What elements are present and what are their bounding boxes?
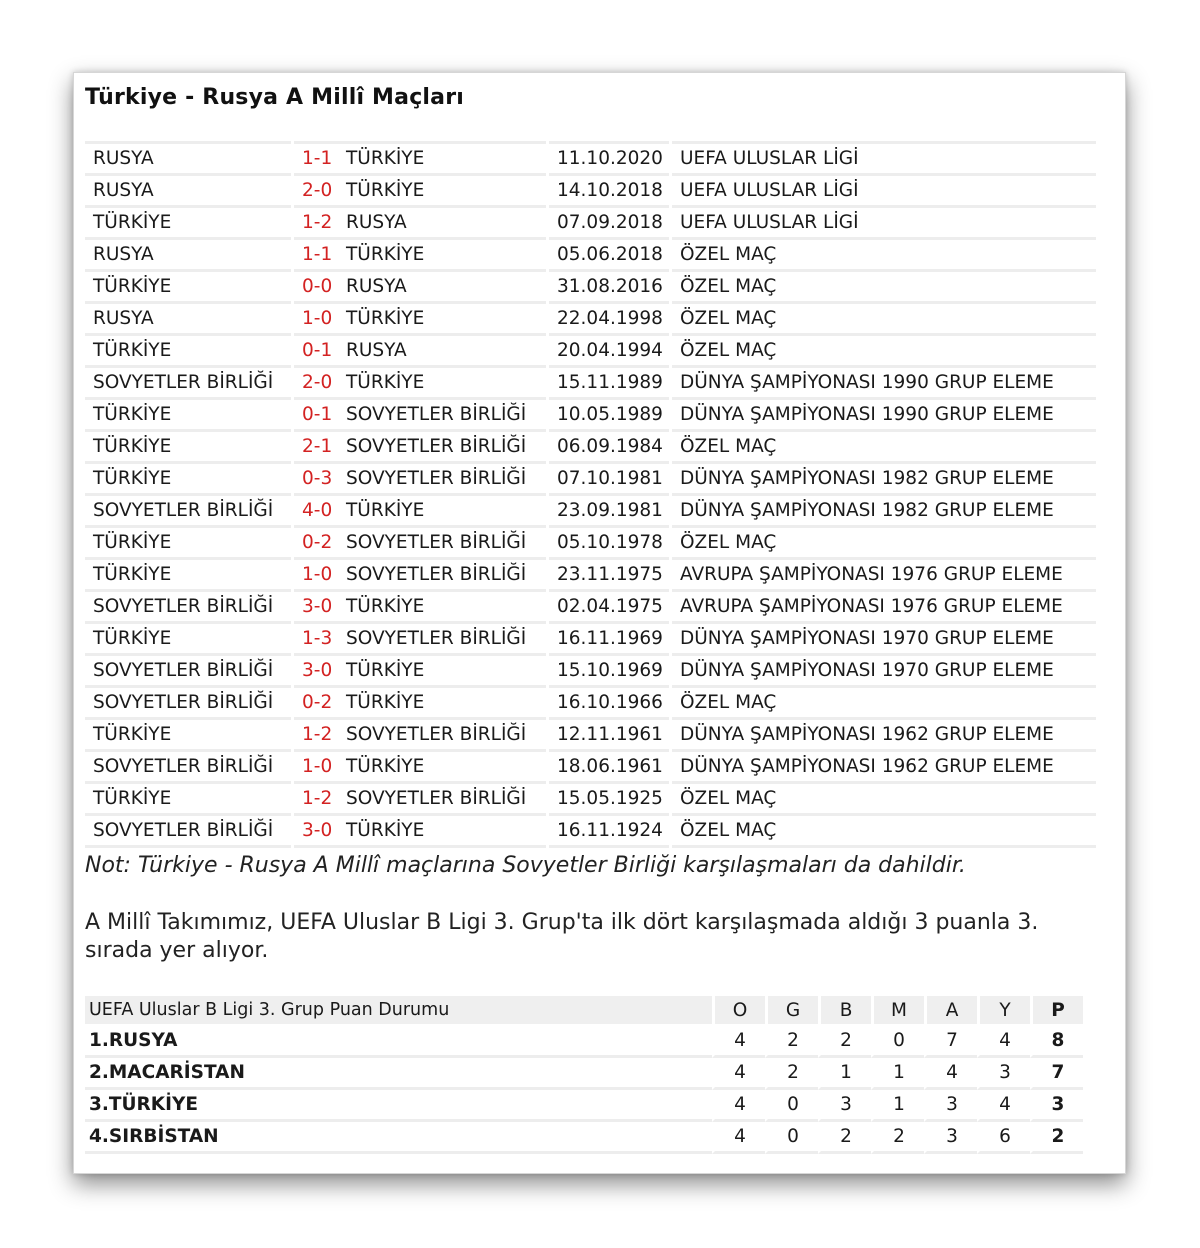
date-cell: 23.09.1981	[549, 493, 669, 525]
date-cell: 20.04.1994	[549, 333, 669, 365]
away-team-cell: SOVYETLER BİRLİĞİ	[338, 525, 546, 557]
score-cell: 0-1	[294, 333, 338, 365]
away-team-cell: TÜRKİYE	[338, 237, 546, 269]
points-cell: 3	[1030, 1090, 1083, 1122]
stat-cell: 2	[818, 1122, 871, 1154]
date-cell: 05.06.2018	[549, 237, 669, 269]
away-team-cell: RUSYA	[338, 205, 546, 237]
standings-table	[85, 996, 1083, 1154]
away-team-cell: TÜRKİYE	[338, 653, 546, 685]
date-cell: 22.04.1998	[549, 301, 669, 333]
score-cell: 1-2	[294, 205, 338, 237]
score-cell: 0-1	[294, 397, 338, 429]
home-team-cell: RUSYA	[85, 301, 291, 333]
points-cell: 2	[1030, 1122, 1083, 1154]
note-text: Not: Türkiye - Rusya A Millî maçlarına Sovyetler Birliği karşılaşmaları da dahildir.	[85, 853, 966, 878]
article-card	[73, 72, 1126, 1174]
away-team-cell: RUSYA	[338, 269, 546, 301]
home-team-cell: RUSYA	[85, 173, 291, 205]
date-cell: 02.04.1975	[549, 589, 669, 621]
away-team-cell: TÜRKİYE	[338, 141, 546, 173]
score-cell: 2-0	[294, 365, 338, 397]
stat-cell: 0	[765, 1090, 818, 1122]
competition-cell: AVRUPA ŞAMPİYONASI 1976 GRUP ELEME	[672, 557, 1096, 589]
column-header: B	[818, 996, 871, 1026]
table-row	[85, 397, 1096, 429]
column-header: Y	[977, 996, 1030, 1026]
home-team-cell: SOVYETLER BİRLİĞİ	[85, 749, 291, 781]
stat-cell: 0	[871, 1026, 924, 1058]
away-team-cell: TÜRKİYE	[338, 589, 546, 621]
away-team-cell: SOVYETLER BİRLİĞİ	[338, 717, 546, 749]
score-cell: 1-1	[294, 237, 338, 269]
stat-cell: 4	[977, 1026, 1030, 1058]
away-team-cell: SOVYETLER BİRLİĞİ	[338, 557, 546, 589]
home-team-cell: SOVYETLER BİRLİĞİ	[85, 589, 291, 621]
table-row	[85, 205, 1096, 237]
home-team-cell: TÜRKİYE	[85, 397, 291, 429]
competition-cell: DÜNYA ŞAMPİYONASI 1982 GRUP ELEME	[672, 461, 1096, 493]
stat-cell: 3	[924, 1122, 977, 1154]
table-row	[85, 717, 1096, 749]
stat-cell: 0	[765, 1122, 818, 1154]
table-row	[85, 557, 1096, 589]
stat-cell: 6	[977, 1122, 1030, 1154]
date-cell: 31.08.2016	[549, 269, 669, 301]
score-cell: 1-0	[294, 557, 338, 589]
competition-cell: ÖZEL MAÇ	[672, 269, 1096, 301]
score-cell: 4-0	[294, 493, 338, 525]
away-team-cell: TÜRKİYE	[338, 173, 546, 205]
date-cell: 16.10.1966	[549, 685, 669, 717]
competition-cell: DÜNYA ŞAMPİYONASI 1990 GRUP ELEME	[672, 397, 1096, 429]
standings-row	[85, 1058, 1083, 1090]
score-cell: 1-2	[294, 781, 338, 813]
competition-cell: ÖZEL MAÇ	[672, 237, 1096, 269]
score-cell: 0-2	[294, 525, 338, 557]
points-cell: 7	[1030, 1058, 1083, 1090]
date-cell: 07.10.1981	[549, 461, 669, 493]
competition-cell: DÜNYA ŞAMPİYONASI 1982 GRUP ELEME	[672, 493, 1096, 525]
score-cell: 1-0	[294, 301, 338, 333]
away-team-cell: SOVYETLER BİRLİĞİ	[338, 397, 546, 429]
table-row	[85, 429, 1096, 461]
competition-cell: ÖZEL MAÇ	[672, 813, 1096, 848]
score-cell: 1-1	[294, 141, 338, 173]
home-team-cell: TÜRKİYE	[85, 525, 291, 557]
competition-cell: DÜNYA ŞAMPİYONASI 1970 GRUP ELEME	[672, 653, 1096, 685]
stat-cell: 1	[871, 1058, 924, 1090]
competition-cell: ÖZEL MAÇ	[672, 301, 1096, 333]
table-row	[85, 653, 1096, 685]
home-team-cell: SOVYETLER BİRLİĞİ	[85, 813, 291, 848]
table-row	[85, 301, 1096, 333]
date-cell: 23.11.1975	[549, 557, 669, 589]
home-team-cell: TÜRKİYE	[85, 557, 291, 589]
home-team-cell: SOVYETLER BİRLİĞİ	[85, 493, 291, 525]
date-cell: 18.06.1961	[549, 749, 669, 781]
stat-cell: 7	[924, 1026, 977, 1058]
stat-cell: 2	[765, 1026, 818, 1058]
competition-cell: ÖZEL MAÇ	[672, 685, 1096, 717]
table-row	[85, 621, 1096, 653]
stat-cell: 1	[871, 1090, 924, 1122]
home-team-cell: TÜRKİYE	[85, 621, 291, 653]
table-row	[85, 237, 1096, 269]
competition-cell: UEFA ULUSLAR LİGİ	[672, 173, 1096, 205]
column-header: P	[1030, 996, 1083, 1026]
home-team-cell: SOVYETLER BİRLİĞİ	[85, 365, 291, 397]
table-row	[85, 333, 1096, 365]
column-header: O	[712, 996, 765, 1026]
home-team-cell: SOVYETLER BİRLİĞİ	[85, 685, 291, 717]
table-row	[85, 781, 1096, 813]
table-row	[85, 365, 1096, 397]
home-team-cell: TÜRKİYE	[85, 781, 291, 813]
date-cell: 14.10.2018	[549, 173, 669, 205]
matches-table	[85, 141, 1096, 848]
away-team-cell: SOVYETLER BİRLİĞİ	[338, 461, 546, 493]
away-team-cell: TÜRKİYE	[338, 301, 546, 333]
competition-cell: DÜNYA ŞAMPİYONASI 1962 GRUP ELEME	[672, 749, 1096, 781]
summary-text: A Millî Takımımız, UEFA Uluslar B Ligi 3. Grup'ta ilk dört karşılaşmada aldığı 3 puanla 3. sırada yer alıyor.	[85, 910, 1039, 963]
column-header: M	[871, 996, 924, 1026]
stat-cell: 2	[765, 1058, 818, 1090]
stat-cell: 2	[818, 1026, 871, 1058]
away-team-cell: TÜRKİYE	[338, 813, 546, 848]
standings-row	[85, 1090, 1083, 1122]
date-cell: 15.05.1925	[549, 781, 669, 813]
table-row	[85, 589, 1096, 621]
table-row	[85, 813, 1096, 848]
competition-cell: AVRUPA ŞAMPİYONASI 1976 GRUP ELEME	[672, 589, 1096, 621]
table-row	[85, 173, 1096, 205]
home-team-cell: RUSYA	[85, 141, 291, 173]
competition-cell: DÜNYA ŞAMPİYONASI 1970 GRUP ELEME	[672, 621, 1096, 653]
team-name: 1.RUSYA	[85, 1026, 712, 1058]
page-title: Türkiye - Rusya A Millî Maçları	[85, 85, 465, 110]
home-team-cell: TÜRKİYE	[85, 333, 291, 365]
table-row	[85, 141, 1096, 173]
away-team-cell: SOVYETLER BİRLİĞİ	[338, 429, 546, 461]
stat-cell: 3	[977, 1058, 1030, 1090]
date-cell: 10.05.1989	[549, 397, 669, 429]
stat-cell: 4	[712, 1090, 765, 1122]
score-cell: 1-3	[294, 621, 338, 653]
column-header: A	[924, 996, 977, 1026]
score-cell: 0-3	[294, 461, 338, 493]
stat-cell: 4	[924, 1058, 977, 1090]
away-team-cell: TÜRKİYE	[338, 685, 546, 717]
score-cell: 0-2	[294, 685, 338, 717]
date-cell: 16.11.1924	[549, 813, 669, 848]
competition-cell: ÖZEL MAÇ	[672, 525, 1096, 557]
table-row	[85, 525, 1096, 557]
away-team-cell: RUSYA	[338, 333, 546, 365]
competition-cell: DÜNYA ŞAMPİYONASI 1962 GRUP ELEME	[672, 717, 1096, 749]
home-team-cell: SOVYETLER BİRLİĞİ	[85, 653, 291, 685]
home-team-cell: TÜRKİYE	[85, 205, 291, 237]
stat-cell: 3	[818, 1090, 871, 1122]
date-cell: 11.10.2020	[549, 141, 669, 173]
stat-cell: 3	[924, 1090, 977, 1122]
team-name: 4.SIRBİSTAN	[85, 1122, 712, 1154]
date-cell: 06.09.1984	[549, 429, 669, 461]
points-cell: 8	[1030, 1026, 1083, 1058]
date-cell: 15.11.1989	[549, 365, 669, 397]
away-team-cell: TÜRKİYE	[338, 365, 546, 397]
table-row	[85, 749, 1096, 781]
stat-cell: 4	[977, 1090, 1030, 1122]
score-cell: 1-0	[294, 749, 338, 781]
score-cell: 2-1	[294, 429, 338, 461]
score-cell: 3-0	[294, 813, 338, 848]
score-cell: 3-0	[294, 589, 338, 621]
stat-cell: 2	[871, 1122, 924, 1154]
date-cell: 07.09.2018	[549, 205, 669, 237]
standings-row	[85, 1122, 1083, 1154]
table-row	[85, 461, 1096, 493]
home-team-cell: TÜRKİYE	[85, 717, 291, 749]
competition-cell: ÖZEL MAÇ	[672, 429, 1096, 461]
stat-cell: 4	[712, 1122, 765, 1154]
table-row	[85, 685, 1096, 717]
competition-cell: DÜNYA ŞAMPİYONASI 1990 GRUP ELEME	[672, 365, 1096, 397]
score-cell: 2-0	[294, 173, 338, 205]
score-cell: 3-0	[294, 653, 338, 685]
stat-cell: 1	[818, 1058, 871, 1090]
standings-title: UEFA Uluslar B Ligi 3. Grup Puan Durumu	[85, 996, 712, 1026]
team-name: 2.MACARİSTAN	[85, 1058, 712, 1090]
away-team-cell: SOVYETLER BİRLİĞİ	[338, 781, 546, 813]
home-team-cell: TÜRKİYE	[85, 461, 291, 493]
competition-cell: UEFA ULUSLAR LİGİ	[672, 205, 1096, 237]
away-team-cell: SOVYETLER BİRLİĞİ	[338, 621, 546, 653]
competition-cell: ÖZEL MAÇ	[672, 781, 1096, 813]
home-team-cell: TÜRKİYE	[85, 269, 291, 301]
column-header: G	[765, 996, 818, 1026]
competition-cell: ÖZEL MAÇ	[672, 333, 1096, 365]
standings-row	[85, 1026, 1083, 1058]
date-cell: 05.10.1978	[549, 525, 669, 557]
date-cell: 15.10.1969	[549, 653, 669, 685]
table-row	[85, 493, 1096, 525]
stat-cell: 4	[712, 1058, 765, 1090]
away-team-cell: TÜRKİYE	[338, 493, 546, 525]
table-row	[85, 269, 1096, 301]
score-cell: 0-0	[294, 269, 338, 301]
date-cell: 12.11.1961	[549, 717, 669, 749]
home-team-cell: RUSYA	[85, 237, 291, 269]
competition-cell: UEFA ULUSLAR LİGİ	[672, 141, 1096, 173]
score-cell: 1-2	[294, 717, 338, 749]
standings-header-row	[85, 996, 1083, 1026]
date-cell: 16.11.1969	[549, 621, 669, 653]
away-team-cell: TÜRKİYE	[338, 749, 546, 781]
team-name: 3.TÜRKİYE	[85, 1090, 712, 1122]
stat-cell: 4	[712, 1026, 765, 1058]
home-team-cell: TÜRKİYE	[85, 429, 291, 461]
